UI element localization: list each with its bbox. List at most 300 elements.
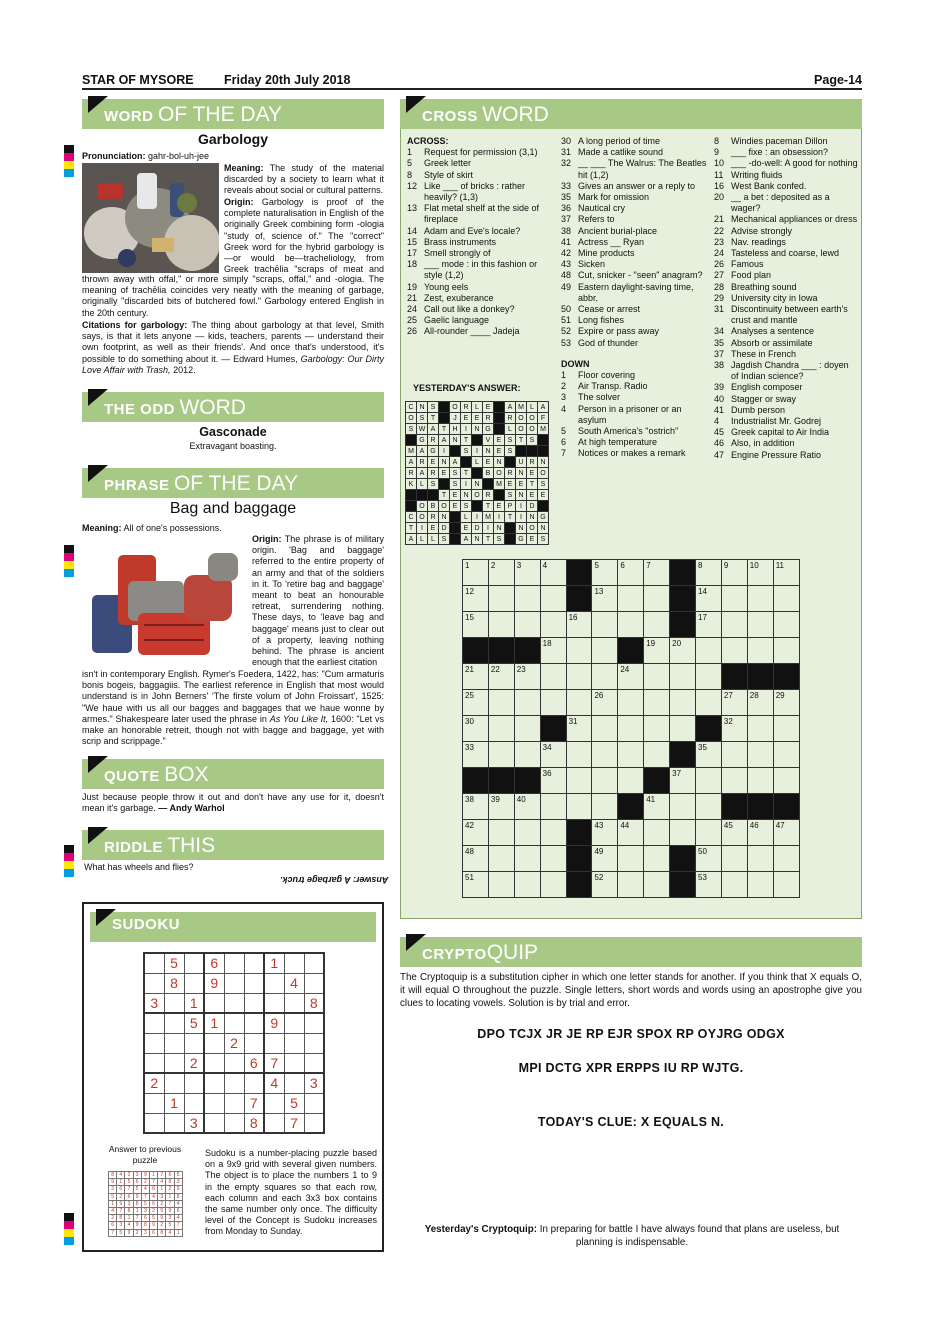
crossword-cell[interactable] xyxy=(721,872,747,898)
crossword-cell[interactable]: 16 xyxy=(566,612,592,638)
crossword-cell[interactable] xyxy=(618,716,644,742)
crossword-cell[interactable] xyxy=(566,768,592,794)
mini-cell: 8 xyxy=(166,1179,174,1186)
sudoku-cell[interactable] xyxy=(264,993,284,1013)
crossword-cell[interactable] xyxy=(488,742,514,768)
grid-cell: B xyxy=(483,468,494,479)
sudoku-cell[interactable] xyxy=(144,1033,164,1053)
sudoku-cell[interactable] xyxy=(244,953,264,973)
sudoku-cell[interactable] xyxy=(164,1053,184,1073)
grid-cell: A xyxy=(406,457,417,468)
sudoku-cell[interactable] xyxy=(284,1033,304,1053)
crossword-cell[interactable] xyxy=(540,586,566,612)
crossword-cell[interactable] xyxy=(721,846,747,872)
mini-cell: 1 xyxy=(125,1215,133,1222)
crossword-cell[interactable] xyxy=(592,794,618,820)
grid-cell: O xyxy=(516,424,527,435)
mini-cell: 4 xyxy=(141,1186,149,1193)
crossword-cell[interactable]: 18 xyxy=(540,638,566,664)
clue-item: 11 Writing fluids xyxy=(714,169,783,180)
crossword-cell[interactable]: 21 xyxy=(463,664,489,690)
crossword-cell[interactable]: 24 xyxy=(618,664,644,690)
crossword-cell[interactable] xyxy=(488,716,514,742)
sudoku-cell[interactable] xyxy=(244,1033,264,1053)
mini-cell: 4 xyxy=(158,1179,166,1186)
crossword-cell[interactable] xyxy=(747,742,773,768)
mini-cell: 7 xyxy=(117,1207,125,1214)
clue-item: 35 Mark for omission xyxy=(561,192,650,203)
sudoku-cell[interactable] xyxy=(304,1113,324,1133)
grid-cell: T xyxy=(483,501,494,512)
clue-item: 35 Absorb or assimilate xyxy=(714,337,813,348)
mini-cell: 8 xyxy=(158,1229,166,1236)
grid-cell: T xyxy=(461,468,472,479)
crossword-cell[interactable]: 5 xyxy=(592,560,618,586)
phrase-origin-rest: isn't in contemporary English. Rymer's Foedera, 1422, has: "Cum armaturis bonis bogeis, baggagiis. The earliest reference in English that most would understand is in John Berners' 'The firste volum of John Froissart', 1525: "We haue with us all our bagges and baggages that we haue wonne by armes." Shakespeare later used the phrase in As You Like It, 1600: "Let vs make an honorable retreit, though not with bagge and baggage, yet with scrip and scrippage." xyxy=(82,669,384,747)
grid-cell: E xyxy=(494,435,505,446)
crossword-cell[interactable]: 49 xyxy=(592,846,618,872)
crossword-cell[interactable] xyxy=(644,820,670,846)
crossword-cell[interactable] xyxy=(696,768,722,794)
grid-cell: A xyxy=(406,534,417,545)
sudoku-cell[interactable] xyxy=(144,953,164,973)
mini-cell: 8 xyxy=(125,1207,133,1214)
crossword-cell[interactable] xyxy=(721,586,747,612)
sudoku-cell[interactable] xyxy=(144,1013,164,1033)
crossword-cell[interactable] xyxy=(488,846,514,872)
crossword-cell[interactable]: 15 xyxy=(463,612,489,638)
grid-cell: A xyxy=(450,457,461,468)
crossword-cell[interactable]: 14 xyxy=(696,586,722,612)
crossword-cell[interactable] xyxy=(644,742,670,768)
crossword-cell[interactable]: 30 xyxy=(463,716,489,742)
sudoku-cell[interactable] xyxy=(144,973,164,993)
crossword-cell[interactable] xyxy=(540,846,566,872)
mini-cell: 4 xyxy=(125,1222,133,1229)
crossword-cell[interactable]: 38 xyxy=(463,794,489,820)
crossword-cell[interactable] xyxy=(773,742,799,768)
sudoku-cell[interactable] xyxy=(164,993,184,1013)
black-cell xyxy=(670,872,696,898)
clue-item: 30 A long period of time xyxy=(561,136,661,146)
crossword-cell[interactable]: 27 xyxy=(721,690,747,716)
crossword-cell[interactable]: 23 xyxy=(514,664,540,690)
crossword-cell[interactable] xyxy=(514,716,540,742)
crossword-cell[interactable]: 32 xyxy=(721,716,747,742)
crossword-cell[interactable]: 36 xyxy=(540,768,566,794)
crossword-cell[interactable] xyxy=(618,586,644,612)
grid-row xyxy=(406,501,549,512)
crossword-cell[interactable] xyxy=(592,612,618,638)
crossword-cell[interactable]: 48 xyxy=(463,846,489,872)
crossword-cell[interactable] xyxy=(644,716,670,742)
grid-cell: N xyxy=(439,512,450,523)
mini-row xyxy=(109,1222,183,1229)
crossword-cell[interactable] xyxy=(514,690,540,716)
crossword-cell[interactable] xyxy=(747,586,773,612)
crossword-cell[interactable]: 7 xyxy=(644,560,670,586)
clue-item: 53 God of thunder xyxy=(561,337,639,348)
clue-item: 39 English composer xyxy=(714,382,803,393)
mini-cell: 9 xyxy=(166,1207,174,1214)
crossword-cell[interactable] xyxy=(747,716,773,742)
crossword-cell[interactable] xyxy=(644,846,670,872)
crossword-cell[interactable]: 41 xyxy=(644,794,670,820)
mini-cell: 6 xyxy=(133,1179,141,1186)
sudoku-cell[interactable] xyxy=(204,993,224,1013)
crossword-cell[interactable]: 11 xyxy=(773,560,799,586)
crossword-cell[interactable] xyxy=(721,638,747,664)
clue-item: 43 Sicken xyxy=(561,259,606,270)
sudoku-cell[interactable] xyxy=(244,1013,264,1033)
mini-cell: 5 xyxy=(174,1172,182,1179)
crossword-cell[interactable] xyxy=(488,612,514,638)
crossword-cell[interactable] xyxy=(540,690,566,716)
mini-cell: 9 xyxy=(133,1193,141,1200)
grid-cell: E xyxy=(505,479,516,490)
crossword-cell[interactable] xyxy=(592,664,618,690)
clue-item: 25 Gaelic language xyxy=(407,315,490,326)
clue-item: 33 Gives an answer or a reply to xyxy=(561,180,696,191)
sudoku-cell[interactable] xyxy=(284,1013,304,1033)
black-cell xyxy=(488,638,514,664)
crossword-cell[interactable] xyxy=(514,586,540,612)
grid-cell: E xyxy=(516,479,527,490)
word-of-day-banner: WORD OF THE DAY xyxy=(82,99,384,129)
clue-item: 46 Also, in addition xyxy=(714,438,795,449)
mini-cell: 5 xyxy=(158,1207,166,1214)
grid-row xyxy=(463,612,800,638)
mini-cell: 3 xyxy=(125,1200,133,1207)
crossword-cell[interactable] xyxy=(773,612,799,638)
sudoku-cell[interactable] xyxy=(284,993,304,1013)
crossword-cell[interactable] xyxy=(566,690,592,716)
black-cell xyxy=(670,560,696,586)
crossword-cell[interactable] xyxy=(566,664,592,690)
sudoku-cell[interactable] xyxy=(264,1113,284,1133)
crossword-cell[interactable] xyxy=(747,638,773,664)
crossword-cell[interactable]: 4 xyxy=(540,560,566,586)
crossword-cell[interactable] xyxy=(540,820,566,846)
crossword-cell[interactable]: 8 xyxy=(696,560,722,586)
crossword-cell[interactable] xyxy=(644,664,670,690)
crossword-cell[interactable] xyxy=(514,820,540,846)
grid-row xyxy=(406,490,549,501)
crossword-cell[interactable] xyxy=(696,664,722,690)
crossword-cell[interactable]: 20 xyxy=(670,638,696,664)
registration-marks xyxy=(64,145,74,177)
grid-row xyxy=(463,690,800,716)
grid-cell: S xyxy=(428,479,439,490)
crossword-cell[interactable]: 37 xyxy=(670,768,696,794)
crossword-grid[interactable] xyxy=(462,559,800,898)
crossword-cell[interactable]: 52 xyxy=(592,872,618,898)
sudoku-cell: 8 xyxy=(304,993,324,1013)
mini-cell: 3 xyxy=(166,1215,174,1222)
crossword-cell[interactable] xyxy=(773,716,799,742)
crossword-cell[interactable] xyxy=(721,612,747,638)
crossword-cell[interactable]: 33 xyxy=(463,742,489,768)
crossword-cell[interactable]: 3 xyxy=(514,560,540,586)
crossword-cell[interactable] xyxy=(773,586,799,612)
sudoku-cell[interactable] xyxy=(164,1013,184,1033)
crossword-cell[interactable] xyxy=(773,638,799,664)
clue-item: 38 Jagdish Chandra ___ : doyen of Indian science? xyxy=(714,360,849,382)
crossword-cell[interactable] xyxy=(618,872,644,898)
crossword-cell[interactable] xyxy=(773,872,799,898)
crossword-cell[interactable] xyxy=(696,820,722,846)
mini-cell: 1 xyxy=(109,1200,117,1207)
crossword-cell[interactable] xyxy=(566,794,592,820)
crossword-cell[interactable] xyxy=(644,612,670,638)
crossword-cell[interactable] xyxy=(670,690,696,716)
crossword-cell[interactable]: 46 xyxy=(747,820,773,846)
mini-cell: 2 xyxy=(158,1222,166,1229)
grid-cell: C xyxy=(406,512,417,523)
sudoku-cell[interactable] xyxy=(304,953,324,973)
crossword-cell[interactable]: 6 xyxy=(618,560,644,586)
sudoku-cell[interactable] xyxy=(164,1113,184,1133)
sudoku-cell[interactable] xyxy=(284,1053,304,1073)
newspaper-name: STAR OF MYSORE xyxy=(82,73,194,87)
mini-cell: 7 xyxy=(174,1222,182,1229)
grid-cell: S xyxy=(461,501,472,512)
crossword-cell[interactable] xyxy=(721,742,747,768)
sudoku-cell[interactable] xyxy=(284,1073,304,1093)
black-cell xyxy=(463,638,489,664)
grid-cell xyxy=(450,523,461,534)
crossword-cell[interactable]: 19 xyxy=(644,638,670,664)
crossword-cell[interactable] xyxy=(670,820,696,846)
clue-item: 37 These in French xyxy=(714,348,797,359)
grid-cell: N xyxy=(538,523,549,534)
crossword-cell[interactable]: 34 xyxy=(540,742,566,768)
crossword-cell[interactable] xyxy=(566,638,592,664)
sudoku-cell[interactable] xyxy=(184,1093,204,1113)
crossword-cell[interactable]: 26 xyxy=(592,690,618,716)
sudoku-cell[interactable] xyxy=(304,1033,324,1053)
mini-cell: 2 xyxy=(166,1186,174,1193)
crossword-cell[interactable]: 53 xyxy=(696,872,722,898)
crossword-cell[interactable]: 22 xyxy=(488,664,514,690)
crossword-cell[interactable] xyxy=(566,742,592,768)
crossword-cell[interactable] xyxy=(540,872,566,898)
sudoku-cell[interactable] xyxy=(164,1033,184,1053)
mini-cell: 1 xyxy=(149,1172,157,1179)
grid-cell: S xyxy=(505,490,516,501)
crossword-cell[interactable] xyxy=(747,612,773,638)
sudoku-cell[interactable] xyxy=(244,973,264,993)
clue-item: 12 Like ___ of bricks : rather heavily? (1,3) xyxy=(407,180,526,203)
sudoku-cell[interactable] xyxy=(224,1093,244,1113)
crossword-cell[interactable]: 42 xyxy=(463,820,489,846)
sudoku-cell: 1 xyxy=(184,993,204,1013)
grid-cell: I xyxy=(417,523,428,534)
sudoku-cell: 1 xyxy=(164,1093,184,1113)
sudoku-cell[interactable] xyxy=(244,993,264,1013)
sudoku-cell[interactable] xyxy=(284,953,304,973)
sudoku-cell[interactable] xyxy=(224,1013,244,1033)
sudoku-cell[interactable] xyxy=(224,953,244,973)
crossword-cell[interactable] xyxy=(670,716,696,742)
grid-cell: F xyxy=(538,413,549,424)
sudoku-cell[interactable] xyxy=(224,1073,244,1093)
crossword-cell[interactable] xyxy=(488,872,514,898)
grid-cell xyxy=(494,424,505,435)
crossword-cell[interactable]: 50 xyxy=(696,846,722,872)
crossword-cell[interactable]: 9 xyxy=(721,560,747,586)
grid-cell xyxy=(516,446,527,457)
crossword-cell[interactable] xyxy=(514,872,540,898)
crossword-cell[interactable] xyxy=(644,872,670,898)
sudoku-cell[interactable] xyxy=(204,1113,224,1133)
sudoku-cell[interactable] xyxy=(164,1073,184,1093)
crossword-cell[interactable] xyxy=(514,742,540,768)
grid-cell: O xyxy=(527,413,538,424)
crossword-cell[interactable]: 35 xyxy=(696,742,722,768)
grid-cell: O xyxy=(450,402,461,413)
grid-row xyxy=(463,560,800,586)
crossword-cell[interactable] xyxy=(488,586,514,612)
crossword-cell[interactable] xyxy=(747,768,773,794)
mini-cell: 3 xyxy=(141,1207,149,1214)
crossword-cell[interactable]: 1 xyxy=(463,560,489,586)
sudoku-cell[interactable] xyxy=(264,973,284,993)
sudoku-cell[interactable] xyxy=(184,953,204,973)
sudoku-cell[interactable] xyxy=(204,1073,224,1093)
grid-row xyxy=(463,716,800,742)
crossword-cell[interactable] xyxy=(773,846,799,872)
crossword-cell[interactable]: 43 xyxy=(592,820,618,846)
crossword-cell[interactable] xyxy=(488,690,514,716)
crossword-cell[interactable] xyxy=(696,690,722,716)
crossword-cell[interactable] xyxy=(592,716,618,742)
grid-cell: I xyxy=(461,424,472,435)
crossword-cell[interactable] xyxy=(618,846,644,872)
crossword-cell[interactable] xyxy=(618,612,644,638)
crossword-cell[interactable] xyxy=(670,794,696,820)
grid-cell xyxy=(505,534,516,545)
sudoku-cell[interactable] xyxy=(184,1033,204,1053)
black-cell xyxy=(488,768,514,794)
cryptoquip-banner: CRYPTOQUIP xyxy=(400,937,862,967)
sudoku-cell[interactable] xyxy=(304,1013,324,1033)
crossword-cell[interactable]: 47 xyxy=(773,820,799,846)
grid-cell: G xyxy=(538,512,549,523)
crossword-cell[interactable]: 44 xyxy=(618,820,644,846)
mini-cell: 5 xyxy=(141,1200,149,1207)
crossword-cell[interactable]: 25 xyxy=(463,690,489,716)
crossword-cell[interactable] xyxy=(592,768,618,794)
crossword-cell[interactable] xyxy=(696,638,722,664)
crossword-cell[interactable] xyxy=(592,742,618,768)
sudoku-cell[interactable] xyxy=(244,1073,264,1093)
yesterday-answer-label: YESTERDAY'S ANSWER: xyxy=(413,383,521,393)
grid-cell xyxy=(450,512,461,523)
sudoku-cell[interactable] xyxy=(264,1093,284,1113)
sudoku-cell[interactable] xyxy=(144,1093,164,1113)
grid-cell: M xyxy=(494,479,505,490)
sudoku-cell[interactable] xyxy=(304,1053,324,1073)
sudoku-cell[interactable] xyxy=(224,993,244,1013)
sudoku-cell[interactable] xyxy=(204,1093,224,1113)
sudoku-grid[interactable] xyxy=(143,952,325,1134)
sudoku-cell[interactable] xyxy=(304,1093,324,1113)
crossword-cell[interactable]: 13 xyxy=(592,586,618,612)
crossword-cell[interactable] xyxy=(747,846,773,872)
crossword-cell[interactable]: 39 xyxy=(488,794,514,820)
crossword-cell[interactable]: 40 xyxy=(514,794,540,820)
crossword-cell[interactable] xyxy=(540,794,566,820)
crossword-cell[interactable] xyxy=(721,768,747,794)
mini-cell: 4 xyxy=(174,1215,182,1222)
grid-cell: R xyxy=(505,413,516,424)
crossword-cell[interactable] xyxy=(747,872,773,898)
crossword-cell[interactable] xyxy=(618,742,644,768)
sudoku-cell[interactable] xyxy=(224,1053,244,1073)
pronunciation: Pronunciation: gahr-bol-uh-jee xyxy=(82,151,210,161)
crossword-cell[interactable] xyxy=(696,794,722,820)
crossword-cell[interactable]: 31 xyxy=(566,716,592,742)
crossword-cell[interactable] xyxy=(540,664,566,690)
crossword-cell[interactable] xyxy=(670,664,696,690)
crossword-cell[interactable]: 29 xyxy=(773,690,799,716)
sudoku-cell[interactable] xyxy=(204,1033,224,1053)
crossword-cell[interactable] xyxy=(618,768,644,794)
black-cell xyxy=(618,638,644,664)
sudoku-cell[interactable] xyxy=(184,1073,204,1093)
crossword-cell[interactable] xyxy=(540,612,566,638)
grid-cell: L xyxy=(472,402,483,413)
crossword-cell[interactable] xyxy=(514,846,540,872)
crossword-cell[interactable] xyxy=(514,612,540,638)
crossword-cell[interactable]: 2 xyxy=(488,560,514,586)
cryptoquip-clue: TODAY'S CLUE: X EQUALS N. xyxy=(537,1115,725,1129)
crossword-cell[interactable] xyxy=(488,820,514,846)
mini-row xyxy=(109,1172,183,1179)
crossword-cell[interactable] xyxy=(773,768,799,794)
crossword-cell[interactable] xyxy=(644,586,670,612)
clue-item: 52 Expire or pass away xyxy=(561,326,660,337)
yesterday-cryptoquip: Yesterday's Cryptoquip: In preparing for battle I have always found that plans are useless, but planning is indispensable. xyxy=(424,1224,840,1248)
crossword-cell[interactable] xyxy=(618,690,644,716)
sudoku-cell: 7 xyxy=(264,1053,284,1073)
crossword-cell[interactable]: 45 xyxy=(721,820,747,846)
sudoku-cell[interactable] xyxy=(264,1033,284,1053)
crossword-cell[interactable]: 12 xyxy=(463,586,489,612)
crossword-cell[interactable] xyxy=(592,638,618,664)
sudoku-row xyxy=(144,1033,324,1053)
clue-item: 36 Nautical cry xyxy=(561,203,626,214)
clue-item: 8 Style of skirt xyxy=(407,169,474,180)
sudoku-cell[interactable] xyxy=(204,1053,224,1073)
sudoku-cell[interactable] xyxy=(184,973,204,993)
sudoku-cell[interactable] xyxy=(144,1113,164,1133)
mini-cell: 2 xyxy=(158,1200,166,1207)
crossword-cell[interactable]: 17 xyxy=(696,612,722,638)
clue-item: 49 Eastern daylight-saving time, abbr. xyxy=(561,281,694,303)
crossword-cell[interactable]: 51 xyxy=(463,872,489,898)
crossword-cell[interactable]: 10 xyxy=(747,560,773,586)
garbage-pile-image xyxy=(82,163,219,273)
crossword-cell[interactable] xyxy=(644,690,670,716)
sudoku-cell[interactable] xyxy=(144,1053,164,1073)
sudoku-cell[interactable] xyxy=(224,1113,244,1133)
sudoku-cell[interactable] xyxy=(224,973,244,993)
sudoku-cell[interactable] xyxy=(304,973,324,993)
registration-marks xyxy=(64,545,74,577)
crossword-cell[interactable]: 28 xyxy=(747,690,773,716)
